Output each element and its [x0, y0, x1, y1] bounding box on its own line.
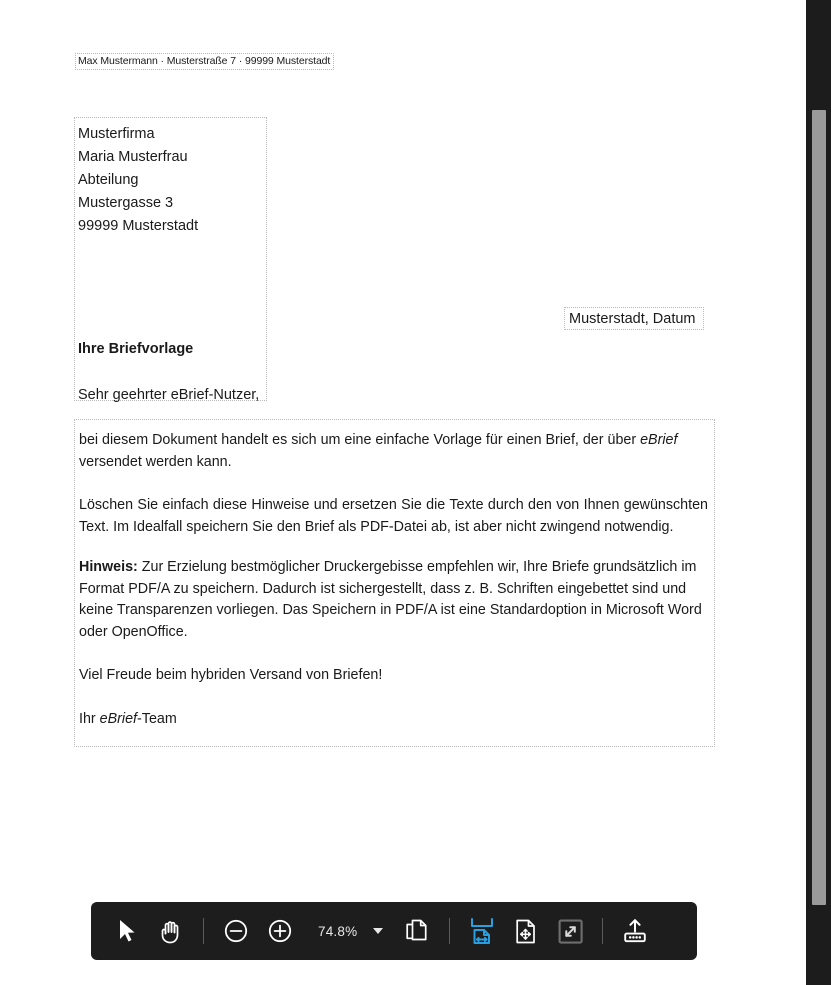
hand-pan-tool-button[interactable] [149, 909, 193, 953]
upload-icon [621, 917, 649, 945]
zoom-level-value: 74.8% [318, 923, 358, 939]
pdf-viewer-toolbar [91, 902, 697, 960]
zoom-in-icon [267, 918, 293, 944]
hand-icon [158, 918, 184, 945]
date-field[interactable]: Musterstadt, Datum [564, 307, 704, 330]
export-upload-button[interactable] [613, 909, 657, 953]
toolbar-divider [602, 918, 603, 944]
brand-name-italic: eBrief [99, 710, 138, 727]
select-cursor-tool-button[interactable] [105, 909, 149, 953]
toolbar-divider [203, 918, 204, 944]
scrollbar-thumb[interactable] [812, 110, 826, 905]
zoom-out-button[interactable] [214, 909, 258, 953]
subject-line: Ihre Briefvorlage [78, 341, 194, 357]
zoom-level-dropdown[interactable] [308, 914, 389, 948]
address-line: 99999 Musterstadt [78, 218, 199, 234]
toolbar-divider [449, 918, 450, 944]
recipient-address-field[interactable] [74, 117, 267, 401]
address-line: Abteilung [78, 172, 139, 188]
copy-pages-button[interactable] [395, 909, 439, 953]
closing-signature [79, 709, 708, 731]
body-text: versendet werden kann. [79, 453, 232, 470]
body-paragraph-2: Löschen Sie einfach diese Hinweise und ersetzen Sie die Texte durch den von Ihnen gewünschten Text. Im Idealfall speichern Sie den Brief als PDF-Datei ab, ist aber nicht zwingend notwendig. [79, 497, 708, 535]
body-text: Zur Erzielung bestmöglicher Druckergebisse empfehlen wir, Ihre Briefe grundsätzlich im Format PDF/A zu speichern. Dadurch ist sichergestellt, dass z. B. Schriften eingebettet sind und keine Transparenzen vorliegen. Das Speichern in PDF/A ist eine Standardoption in Microsoft Word oder OpenOffice. [79, 559, 702, 640]
fit-screen-icon [557, 918, 584, 945]
fit-width-icon [468, 917, 496, 945]
body-paragraph-1 [79, 430, 708, 473]
fit-page-width-button[interactable] [460, 909, 504, 953]
vertical-scrollbar[interactable] [806, 0, 831, 985]
body-text: Ihr [79, 710, 100, 727]
move-page-button[interactable] [504, 909, 548, 953]
fit-to-screen-button[interactable] [548, 909, 592, 953]
body-paragraph-3 [79, 557, 708, 643]
body-text: -Team [137, 710, 177, 727]
copy-pages-icon [404, 918, 430, 945]
address-line: Musterfirma [78, 126, 155, 142]
move-page-icon [513, 918, 539, 945]
body-paragraph-4: Viel Freude beim hybriden Versand von Briefen! [79, 667, 383, 683]
chevron-down-icon [373, 928, 383, 934]
sender-address-field[interactable]: Max Mustermann · Musterstraße 7 · 99999 Musterstadt [75, 53, 334, 70]
cursor-arrow-icon [116, 919, 138, 943]
body-text: bei diesem Dokument handelt es sich um eine einfache Vorlage für einen Brief, der über [79, 432, 641, 448]
brand-name-italic: eBrief [640, 432, 678, 448]
address-line: Mustergasse 3 [78, 195, 174, 211]
salutation-line: Sehr geehrter eBrief-Nutzer, [78, 387, 260, 403]
zoom-out-icon [223, 918, 249, 944]
zoom-in-button[interactable] [258, 909, 302, 953]
letter-body-field[interactable] [74, 419, 715, 747]
hinweis-label: Hinweis: [79, 559, 138, 575]
address-line: Maria Musterfrau [78, 149, 188, 165]
